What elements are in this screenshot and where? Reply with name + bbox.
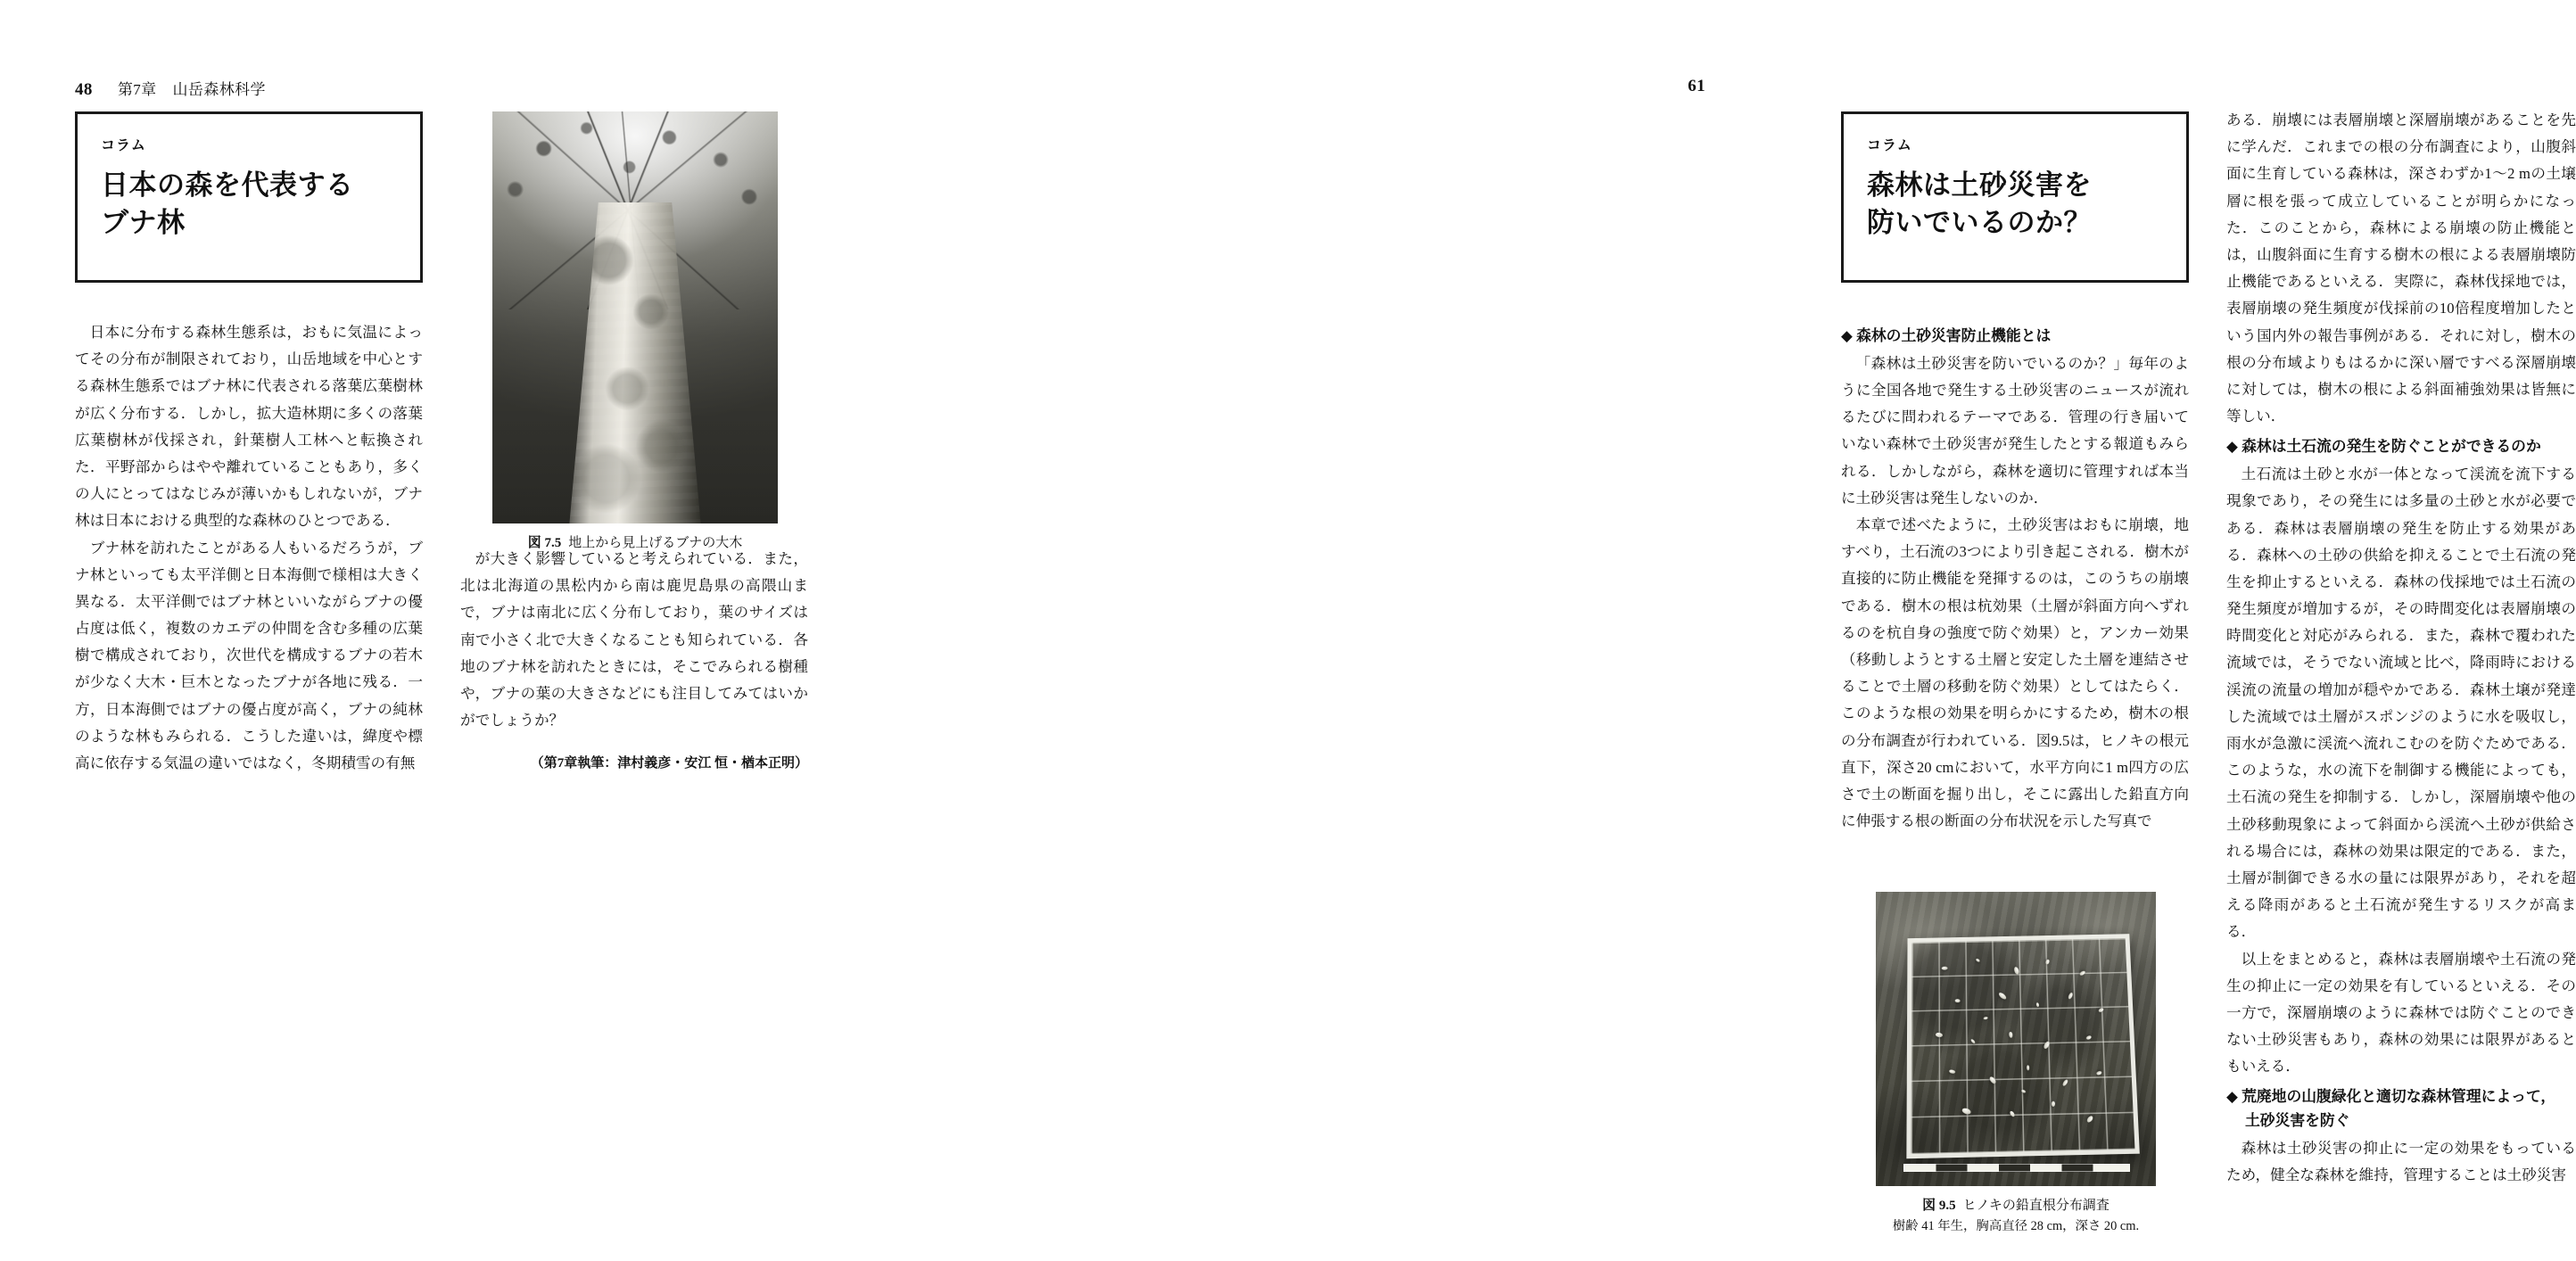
figure-9-5 [1876, 892, 2156, 1237]
root-excavation-photo [1876, 892, 2156, 1186]
paragraph-right-c2-mid-2: 以上をまとめると，森林は表層崩壊や土石流の発生の抑止に一定の効果を有しているといえる．その一方で，深層崩壊のように森林では防ぐことのできない土砂災害もあり，森林の効果には限界があるともいえる． [2226, 950, 2576, 1076]
column-head-box-right [1841, 111, 2189, 283]
folio-number-right: 61 [1688, 77, 1705, 95]
root-section [1935, 1032, 1943, 1037]
column-title-left-line-2: ブナ林 [101, 206, 186, 238]
root-section [1997, 992, 2007, 1001]
root-section [2027, 1065, 2029, 1070]
root-section [2009, 1110, 2015, 1117]
paragraph-left-1: 日本に分布する森林生態系は，おもに気温によってその分布が制限されており，山岳地域を中心とする森林生態系ではブナ林に代表される落葉広葉樹林が広く分布する．しかし，拡大造林期に多くの落葉広葉樹林が伐採され，針葉樹人工林へと転換された．平野部からはやや離れていることもあり，多くの人にとってはなじみが薄いかもしれないが，ブナ林は日本における典型的な森林のひとつである． [75, 324, 423, 530]
root-section [2068, 993, 2074, 1001]
root-section [2043, 1041, 2051, 1050]
body-text-left-col2 [460, 546, 808, 777]
root-section [2021, 1090, 2027, 1094]
paragraph-right-c1-2: 本章で述べたように，土砂災害はおもに崩壊，地すべり，土石流の3つにより引き起こされる．樹木が直接的に防止機能を発揮するのは，このうちの崩壊である．樹木の根は杭効果（土層が斜面方向へずれるのを杭自身の強度で防ぐ効果）と，アンカー効果（移動しようとする土層と安定した土層を連結させることで土層の移動を防ぐ効果）としてはたらく．このような根の効果を明らかにするため，樹木の根の分布調査が行われている．図9.5は，ヒノキの根元直下，深さ20 cmにおいて，水平方向に1 m四方の広さで土の断面を掘り出し，そこに露出した鉛直方向に伸張する根の断面の分布状況を示した写真で [1841, 516, 2189, 830]
running-head-right [1688, 77, 1705, 96]
scale-bar [1903, 1164, 2129, 1172]
paragraph-left-2: ブナ林を訪れたことがある人もいるだろうが，ブナ林といっても太平洋側と日本海側で様相は大きく異なる．太平洋側ではブナ林といいながらブナの優占度は低く，複数のカエデの仲間を含む多種の広葉樹で構成されており，次世代を構成するブナの若木が少なく大木・巨木となったブナが各地に残る．一方，日本海側ではブナの優占度が高く，ブナの純林のような林もみられる．こうした違いは，緯度や標高に依存する気温の違いではなく，冬期積雪の有無 [75, 539, 423, 771]
running-head-left [75, 77, 266, 100]
root-section [1988, 1076, 1997, 1084]
column-title-right-line-1: 森林は土砂災害を [1867, 169, 2092, 201]
figure-9-5-label: 図 9.5 [1922, 1199, 1956, 1213]
paragraph-right-c2-bottom-1: 森林は土砂災害の抑止に一定の効果をもっているため，健全な森林を維持，管理することは土砂災害 [2226, 1140, 2576, 1184]
root-section [2044, 959, 2050, 965]
section-heading-3 [2226, 1085, 2576, 1133]
root-section [2008, 1032, 2012, 1038]
root-section [2052, 1101, 2055, 1107]
root-section [1961, 1108, 1972, 1116]
survey-frame [1906, 934, 2139, 1158]
page-right [892, 0, 2576, 1261]
column-head-box-left [75, 111, 423, 283]
page-left [0, 0, 892, 1261]
column-title-left-line-1: 日本の森を代表する [101, 169, 354, 201]
root-section [2078, 970, 2085, 977]
root-section [1969, 1039, 1975, 1044]
section-heading-2 [2226, 435, 2576, 459]
column-kicker-right: コラム [1867, 138, 1912, 153]
figure-7-5 [492, 111, 778, 554]
paragraph-right-c2-mid-1: 土石流は土砂と水が一体となって渓流を流下する現象であり，その発生には多量の土砂と水が必要である．森林は表層崩壊の発生を防止する効果がある．森林への土砂の供給を抑えることで土石流の発生を抑止するといえる．森林の伐採地では土石流の発生頻度が増加するが，その時間変化は表層崩壊の時間変化と対応がみられる．また，森林で覆われた流域では，そうでない流域と比べ，降雨時における渓流の流量の増加が穏やかである．森林土壌が発達した流域では土層がスポンジのように水を吸収し，雨水が急激に渓流へ流れこむのを防ぐためである．このような，水の流下を制御する機能によっても，土石流の発生を抑制する．しかし，深層崩壊や他の土砂移動現象によって斜面から渓流へ土砂が供給される場合には，森林の効果は限定的である．また，土層が制御できる水の量には限界があり，それを超える降雨があると土石流が発生するリスクが高まる． [2226, 466, 2576, 941]
chapter-number-label: 第7章 [117, 81, 157, 98]
figure-9-5-text: ヒノキの鉛直根分布調査 [1962, 1199, 2110, 1213]
root-section [2095, 1071, 2101, 1076]
root-section [1954, 999, 1960, 1002]
column-title-right [1867, 167, 2163, 242]
body-text-left-col1 [75, 319, 423, 777]
root-section [2097, 1007, 2103, 1012]
root-cross-sections [1911, 938, 2134, 1153]
root-section [2035, 1002, 2039, 1007]
figure-9-5-subcaption: 樹齢 41 年生，胸高直径 28 cm，深さ 20 cm. [1892, 1219, 2140, 1234]
root-section [2085, 1034, 2092, 1040]
section-heading-2-line-1: ◆ 森林は土石流の発生を防ぐことができるのか [2226, 438, 2541, 456]
section-heading-1 [1841, 325, 2189, 349]
column-title-right-line-2: 防いでいるのか？ [1867, 206, 2092, 238]
root-section [2086, 1115, 2094, 1124]
root-section [1948, 1069, 1955, 1075]
paragraph-right-c2-top-1: ある．崩壊には表層崩壊と深層崩壊があることを先に学んだ．これまでの根の分布調査により，山腹斜面に生育している森林は，深さわずか1～2 mの土壌層に根を張って成立していることが明らかになった．このことから，森林による崩壊の防止機能とは，山腹斜面に生育する樹木の根による表層崩壊防止機能であるといえる．実際に，森林伐採地では，表層崩壊の発生頻度が伐採前の10倍程度増加したという国内外の報告事例がある．それに対し，樹木の根の分布域よりもはるかに深い層ですべる深層崩壊に対しては，樹木の根による斜面補強効果は皆無に等しい． [2226, 111, 2576, 425]
paragraph-right-c1-1: 「森林は土砂災害を防いでいるのか？」毎年のように全国各地で発生する土砂災害のニュースが流れるたびに問われるテーマである．管理の行き届いていない森林で土砂災害が発生したとする報道もみられる．しかしながら，森林を適切に管理すれば本当に土砂災害は発生しないのか． [1841, 354, 2189, 507]
figure-9-5-caption [1876, 1196, 2156, 1237]
folio-number-left: 48 [75, 80, 93, 99]
column-kicker-left: コラム [101, 138, 146, 153]
figure-7-5-label: 図 7.5 [527, 536, 562, 550]
body-text-right-col2 [2226, 107, 2576, 1190]
column-title-left [101, 167, 397, 242]
root-section [1942, 966, 1948, 969]
root-section [1976, 959, 1981, 963]
paragraph-left-c2-1: が大きく影響していると考えられている．また，北は北海道の黒松内から南は鹿児島県の高隈山まで，ブナは南北に広く分布しており，葉のサイズは南で小さく北で大きくなることも知られている．各地のブナ林を訪れたときには，そこでみられる樹種や，ブナの葉の大きさなどにも注目してみてはいかがでしょうか？ [460, 550, 808, 729]
root-section [2060, 1078, 2068, 1086]
root-section [1983, 1017, 1988, 1020]
beech-tree-photo [492, 111, 778, 523]
body-text-right-col1 [1841, 319, 2189, 835]
section-heading-3-line-1: ◆ 荒廃地の山腹緑化と適切な森林管理によって， [2226, 1088, 2556, 1106]
chapter-title-label: 山岳森林科学 [172, 81, 266, 98]
figure-7-5-caption [492, 533, 778, 554]
section-heading-3-line-2: 土砂災害を防ぐ [2226, 1112, 2350, 1130]
chapter-credit: （第7章執筆：津村義彦・安江 恒・楢本正明） [530, 756, 808, 771]
figure-7-5-text: 地上から見上げるブナの大木 [568, 536, 743, 550]
section-heading-1-line-1: ◆ 森林の土砂災害防止機能とは [1841, 327, 2052, 344]
root-section [2013, 967, 2019, 976]
